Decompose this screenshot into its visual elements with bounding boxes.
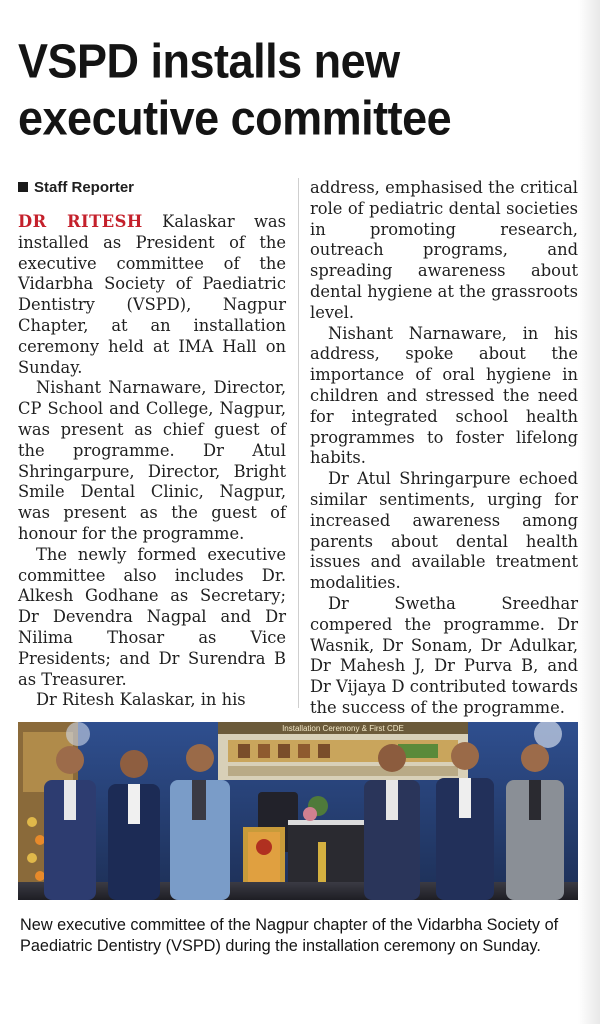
headline	[18, 32, 588, 146]
paragraph: Dr Swetha Sreedhar compered the programme. Dr Wasnik, Dr Sonam, Dr Adulkar, Dr Mahesh J, Dr Purva B, and Dr Vijaya D contributed towards the success of the programme.	[310, 593, 578, 717]
byline-text: Staff Reporter	[34, 179, 135, 196]
paragraph: Nishant Narnaware, Director, CP School and College, Nagpur, was present as chief guest of the programme. Dr Atul Shringarpure, Director, Bright Smile Dental Clinic, Nagpur, was present as the guest of honour for the programme.	[18, 378, 286, 543]
event-photo	[18, 722, 578, 900]
photo-caption: New executive committee of the Nagpur chapter of the Vidarbha Society of Paediatric Dentistry (VSPD) during the installation ceremony on Sunday.	[20, 916, 559, 955]
article-column-left	[18, 178, 286, 711]
headline-line-2: executive committee	[18, 90, 452, 146]
paragraph: Dr Atul Shringarpure echoed similar sentiments, urging for increased awareness among parents about dental health issues and available treatment modalities.	[310, 469, 578, 593]
article-column-right	[310, 178, 578, 719]
paragraph: address, emphasised the critical role of pediatric dental societies in promoting research, outreach programs, and spreading awareness about dental hygiene at the grassroots level.	[310, 178, 578, 322]
headline-line-1: VSPD installs new	[18, 33, 400, 89]
paragraph: Nishant Narnaware, in his address, spoke about the importance of oral hygiene in children and stressed the need for integrated school health programmes to foster lifelong habits.	[310, 323, 578, 468]
byline-square-icon	[18, 182, 28, 192]
paragraph-lead	[18, 212, 286, 378]
column-divider	[298, 178, 299, 708]
paragraph: The newly formed executive committee also includes Dr. Alkesh Godhane as Secretary; Dr Devendra Nagpal and Dr Nilima Thosar as Vice Presidents; and Dr Surendra B as Treasurer.	[18, 544, 286, 689]
paragraph: Dr Ritesh Kalaskar, in his	[36, 690, 246, 710]
paragraph-lead-text: Kalaskar was installed as President of the executive committee of the Vidarbha Society of Paediatric Dentistry (VSPD), Nagpur Chapter, at an installation ceremony held at IMA Hall on Sunday.	[18, 212, 286, 377]
page-edge-shadow	[578, 0, 600, 1024]
event-photo-illustration	[18, 722, 578, 900]
byline	[18, 178, 286, 198]
photo-banner-text: Installation Ceremony & First CDE	[282, 724, 404, 733]
lead-name: DR RITESH	[18, 212, 143, 231]
